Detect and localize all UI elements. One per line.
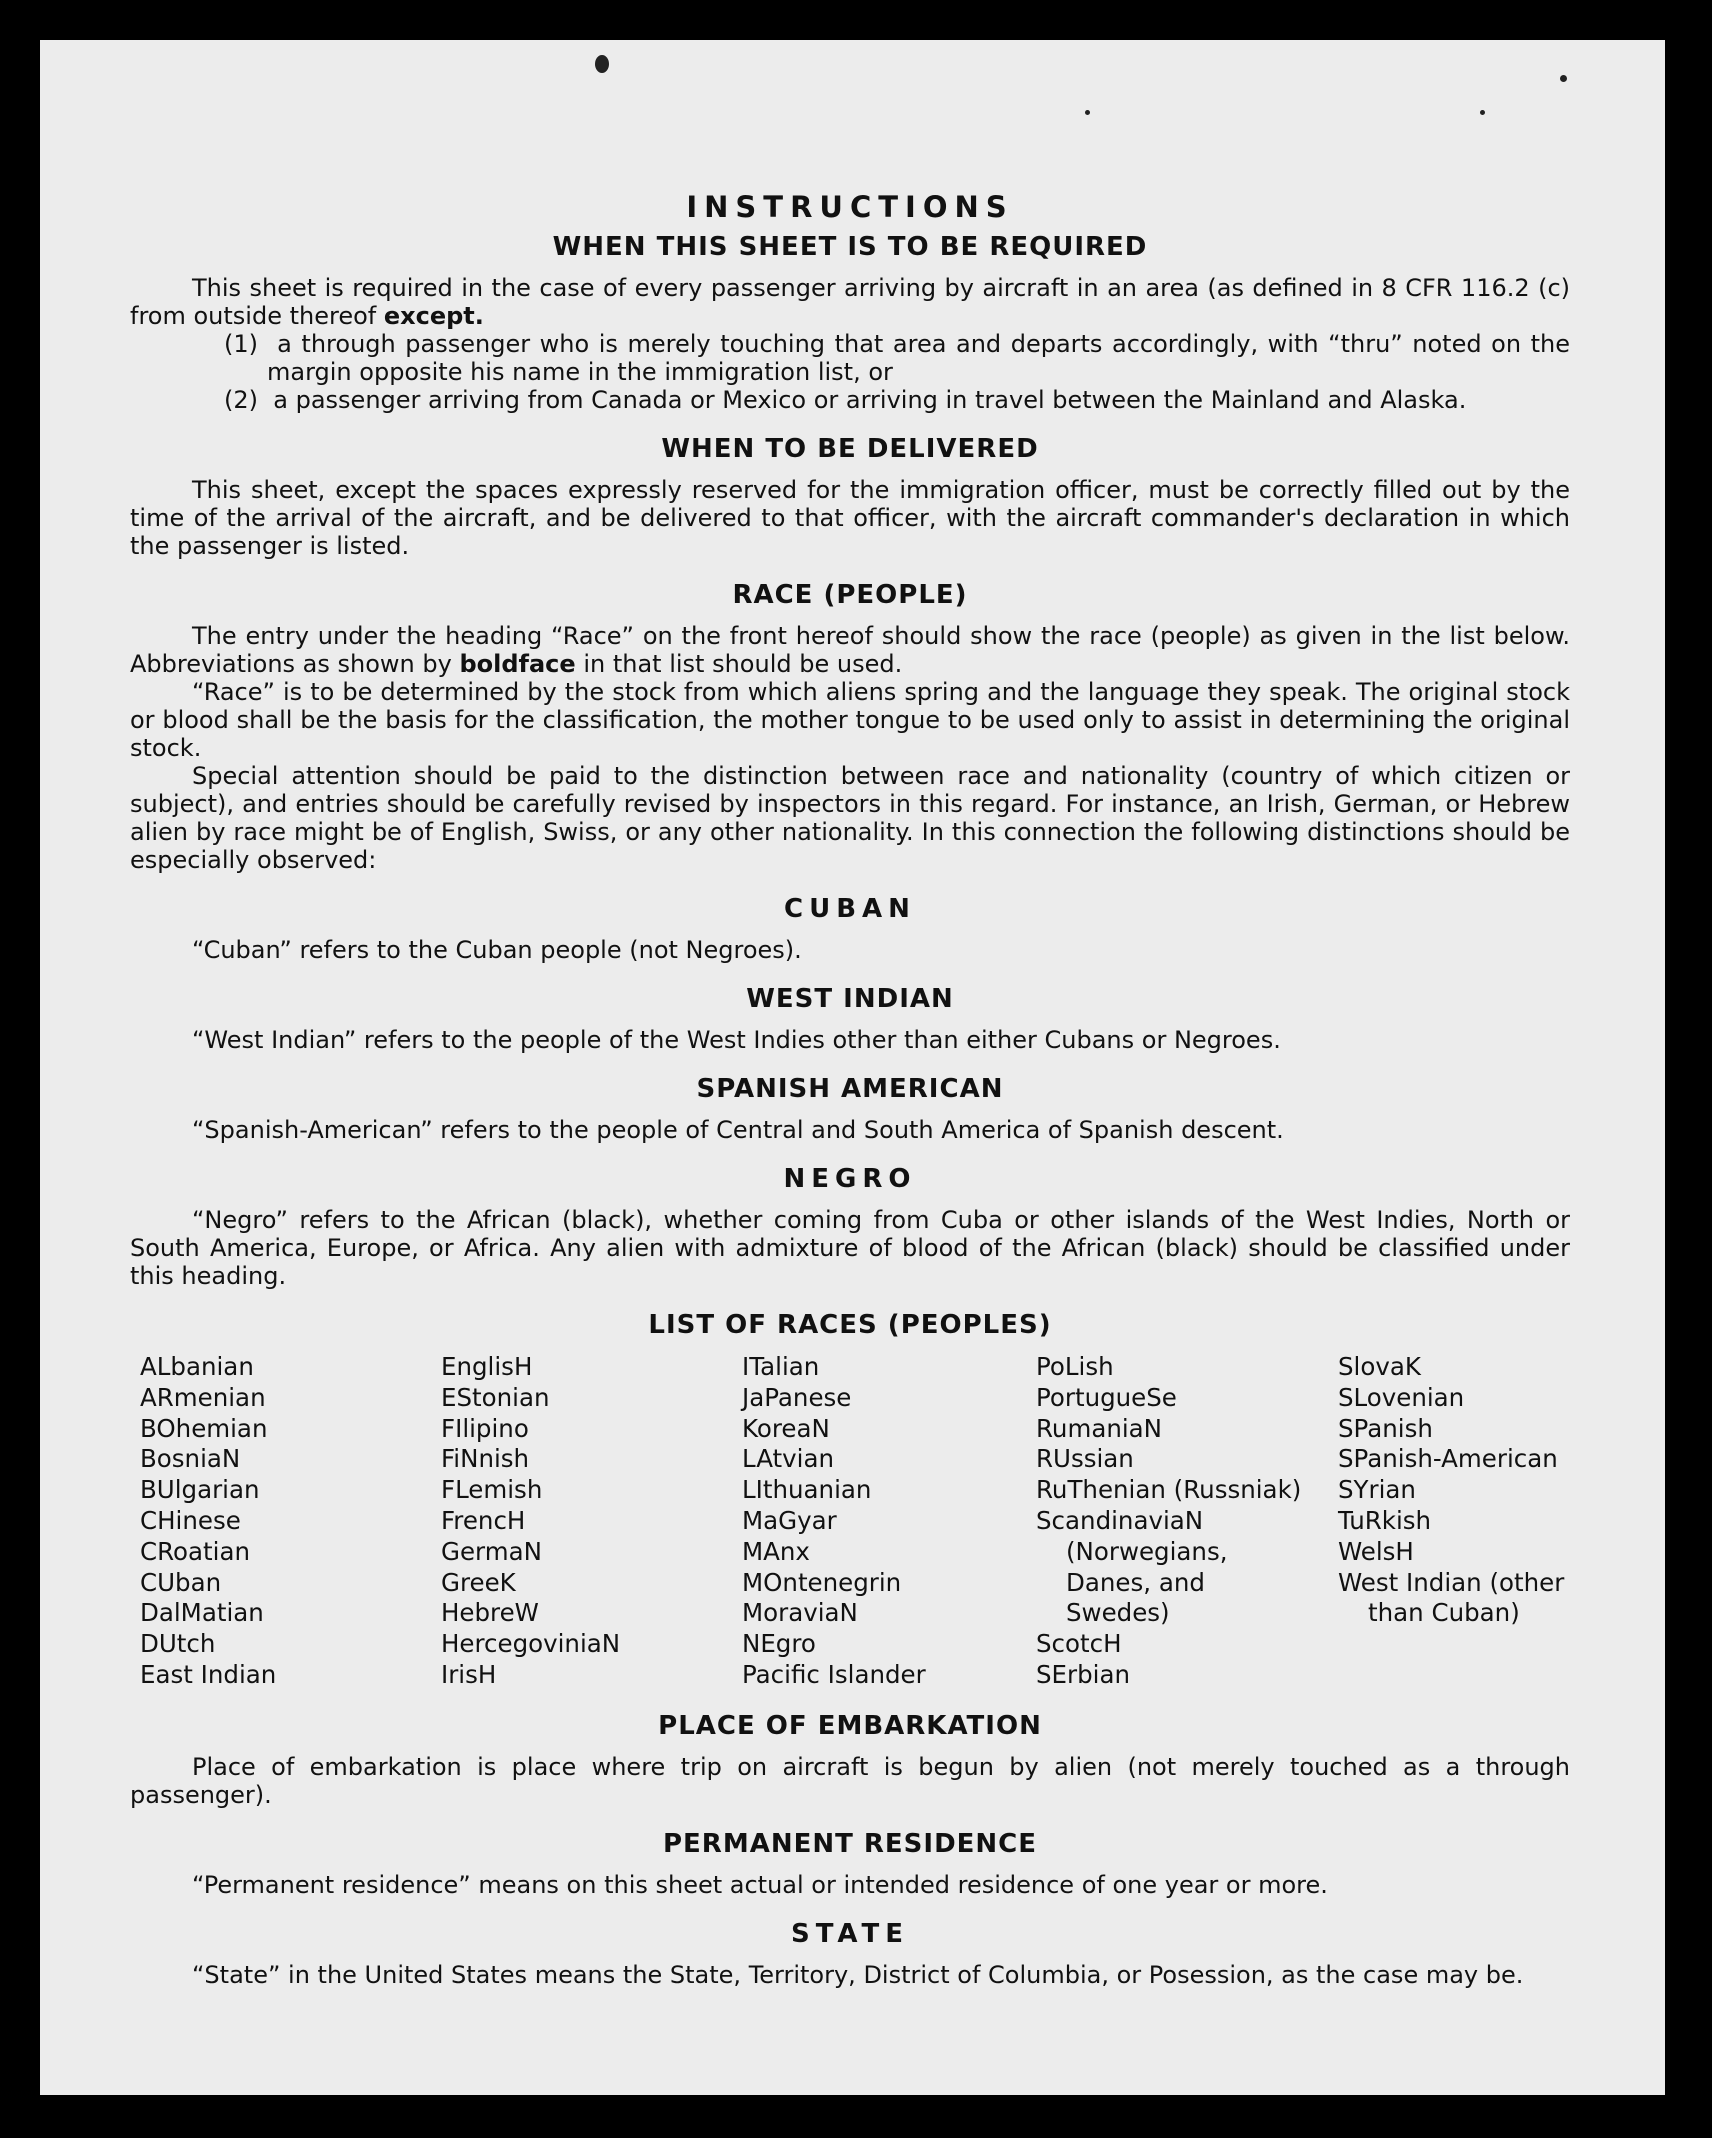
heading-permanent-residence: PERMANENT RESIDENCE xyxy=(662,1828,1038,1859)
race-item: SlovaK xyxy=(1338,1352,1421,1381)
race-item: RUssian xyxy=(1036,1444,1134,1474)
race-item-note: than Cuban) xyxy=(1368,1598,1520,1628)
race-paragraph-3: Special attention should be paid to the distinction between race and nationality (country of which citizen or subject), and entries should be carefully revised by inspectors in this regard. For instance, an Irish, German, or Hebrew alien by race might be of English, Swiss, or any other nationality. In this connection the following distinctions should be especially observed: xyxy=(130,762,1570,874)
race-item: FIlipino xyxy=(441,1413,529,1443)
race-item: HebreW xyxy=(441,1598,539,1628)
race-list xyxy=(140,1352,1570,1691)
required-item-2: (2) a passenger arriving from Canada or Mexico or arriving in travel between the Mainland and Alaska. xyxy=(224,386,1467,414)
race-item: ITalian xyxy=(742,1352,820,1381)
race-item: GermaN xyxy=(441,1536,542,1566)
race-item: SPanish-American xyxy=(1338,1444,1558,1474)
race-column-4 xyxy=(1036,1352,1338,1691)
race-item: MoraviaN xyxy=(742,1598,858,1628)
spanish-american-text: “Spanish-American” refers to the people of Central and South America of Spanish descent. xyxy=(192,1116,1284,1144)
race-item: LIthuanian xyxy=(742,1475,872,1505)
race-item: West Indian (other xyxy=(1338,1567,1565,1597)
race-item: MOntenegrin xyxy=(742,1567,902,1597)
race-item: FLemish xyxy=(441,1475,543,1505)
required-intro: This sheet is required in the case of every passenger arriving by aircraft in an area (as defined in 8 CFR 116.2 (c) from outside thereof except. xyxy=(130,274,1570,330)
race-item: FiNnish xyxy=(441,1444,530,1474)
heading-west-indian: WEST INDIAN xyxy=(746,984,954,1014)
race-item: ARmenian xyxy=(140,1382,266,1412)
race-item: BosniaN xyxy=(140,1444,241,1474)
ink-speck xyxy=(1560,75,1567,82)
heading-list-of-races: LIST OF RACES (PEOPLES) xyxy=(648,1310,1052,1340)
race-item: DUtch xyxy=(140,1629,216,1659)
race-column-5 xyxy=(1338,1352,1598,1691)
instructions-title: INSTRUCTIONS xyxy=(686,190,1014,224)
heading-delivered: WHEN TO BE DELIVERED xyxy=(661,434,1039,464)
instruction-sheet xyxy=(40,40,1665,2095)
heading-cuban: CUBAN xyxy=(784,894,916,924)
required-item-1: (1) a through passenger who is merely touching that area and departs accordingly, with “thru” noted on the margin opposite his name in the immigration list, or xyxy=(224,330,1571,386)
race-item: BUlgarian xyxy=(140,1475,260,1505)
race-item: JaPanese xyxy=(742,1382,852,1412)
race-item: IrisH xyxy=(441,1659,497,1689)
embarkation-text: Place of embarkation is place where trip on aircraft is begun by alien (not merely touched as a through passenger). xyxy=(130,1752,1570,1809)
race-item: PortugueSe xyxy=(1036,1382,1177,1412)
permanent-residence-text: “Permanent residence” means on this sheet actual or intended residence of one year or more. xyxy=(192,1870,1328,1899)
race-item: WelsH xyxy=(1338,1536,1414,1566)
race-paragraph-2: “Race” is to be determined by the stock from which aliens spring and the language they speak. The original stock or blood shall be the basis for the classification, the mother tongue to be used only to assist in determining the original stock. xyxy=(130,678,1570,762)
race-item: CHinese xyxy=(140,1505,241,1535)
race-item: RuThenian (Russniak) xyxy=(1036,1475,1302,1505)
race-item: East Indian xyxy=(140,1659,277,1689)
race-item: SLovenian xyxy=(1338,1382,1465,1412)
race-column-3 xyxy=(742,1352,1036,1691)
race-item-note: Swedes) xyxy=(1066,1598,1170,1628)
race-item: SErbian xyxy=(1036,1659,1131,1689)
cuban-text: “Cuban” refers to the Cuban people (not Negroes). xyxy=(192,936,802,964)
heading-spanish-american: SPANISH AMERICAN xyxy=(696,1074,1004,1104)
race-item: TuRkish xyxy=(1338,1505,1432,1535)
race-item: EnglisH xyxy=(441,1352,533,1381)
race-paragraph-1: The entry under the heading “Race” on the front hereof should show the race (people) as given in the list below. Abbreviations as shown by boldface in that list should be used. xyxy=(130,622,1570,678)
race-item: EStonian xyxy=(441,1382,550,1412)
heading-state: STATE xyxy=(790,1918,910,1949)
delivered-text: This sheet, except the spaces expressly reserved for the immigration officer, must be correctly filled out by the time of the arrival of the aircraft, and be delivered to that officer, with the aircraft commander's declaration in which the passenger is listed. xyxy=(130,476,1570,560)
race-item: ScotcH xyxy=(1036,1629,1122,1659)
race-item: NEgro xyxy=(742,1629,816,1659)
ink-speck xyxy=(595,55,609,73)
heading-embarkation: PLACE OF EMBARKATION xyxy=(658,1710,1042,1741)
west-indian-text: “West Indian” refers to the people of the West Indies other than either Cubans or Negroes. xyxy=(192,1026,1281,1054)
race-item: DalMatian xyxy=(140,1598,264,1628)
race-item: FrencH xyxy=(441,1505,526,1535)
negro-text: “Negro” refers to the African (black), whether coming from Cuba or other islands of the West Indies, North or South America, Europe, or Africa. Any alien with admixture of blood of the African (black) should be classified under this heading. xyxy=(130,1206,1570,1290)
race-item: KoreaN xyxy=(742,1413,830,1443)
race-item: RumaniaN xyxy=(1036,1413,1163,1443)
heading-required: WHEN THIS SHEET IS TO BE REQUIRED xyxy=(552,232,1148,262)
ink-speck xyxy=(1480,110,1485,115)
race-item: Pacific Islander xyxy=(742,1659,926,1689)
race-item: CUban xyxy=(140,1567,222,1597)
heading-race: RACE (PEOPLE) xyxy=(732,580,968,610)
race-item: SPanish xyxy=(1338,1413,1433,1443)
ink-speck xyxy=(1085,110,1090,115)
race-item: PoLish xyxy=(1036,1352,1114,1381)
race-column-2 xyxy=(441,1352,742,1691)
state-text: “State” in the United States means the State, Territory, District of Columbia, or Posession, as the case may be. xyxy=(192,1960,1524,1989)
race-item: GreeK xyxy=(441,1567,516,1597)
race-item: SYrian xyxy=(1338,1475,1416,1505)
race-column-1 xyxy=(140,1352,441,1691)
race-item-note: (Norwegians, xyxy=(1066,1536,1228,1566)
race-item: CRoatian xyxy=(140,1536,250,1566)
race-item: MaGyar xyxy=(742,1505,837,1535)
race-item: LAtvian xyxy=(742,1444,834,1474)
race-item: MAnx xyxy=(742,1536,810,1566)
heading-negro: NEGRO xyxy=(783,1164,917,1194)
race-item: BOhemian xyxy=(140,1413,268,1443)
race-item: ScandinaviaN xyxy=(1036,1505,1204,1535)
race-item: ALbanian xyxy=(140,1352,254,1381)
race-item: HercegoviniaN xyxy=(441,1629,621,1659)
race-item-note: Danes, and xyxy=(1066,1567,1205,1597)
